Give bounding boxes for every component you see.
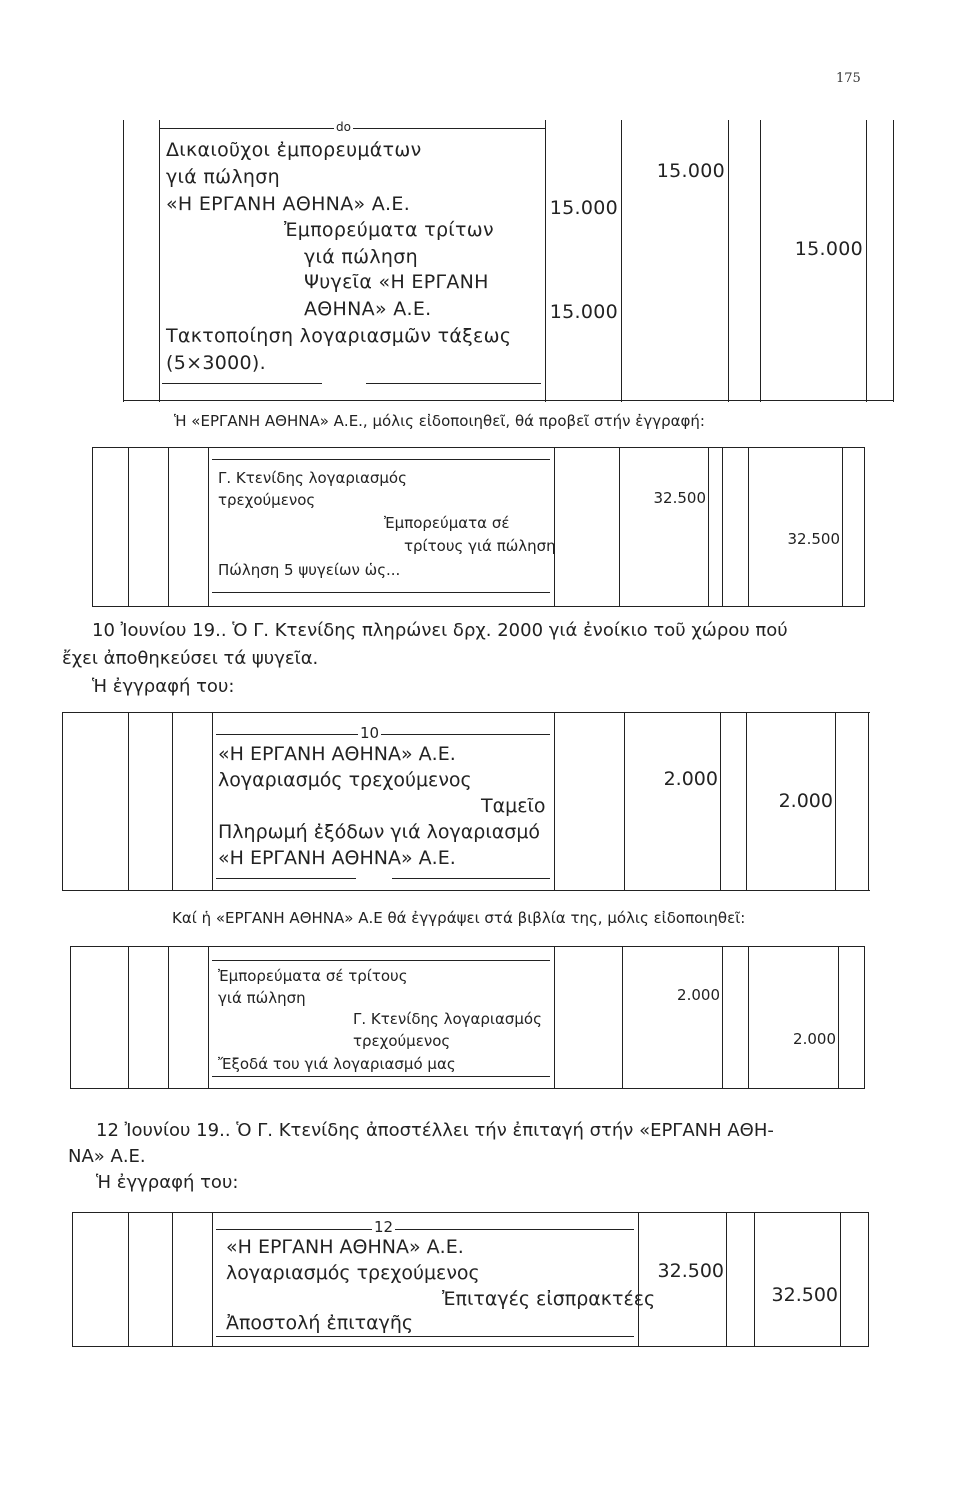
date-rule <box>212 459 550 460</box>
paragraph: Ἡ ἐγγραφή του: <box>92 676 235 697</box>
column-rule <box>624 712 625 891</box>
debit-account-line: γιά πώληση <box>166 166 280 188</box>
column-rule <box>172 1212 173 1347</box>
row-rule <box>62 712 870 713</box>
paragraph: Ἡ ἐγγραφή του: <box>96 1172 239 1193</box>
narration-line: Ἀποστολή ἐπιταγῆς <box>226 1312 414 1334</box>
column-rule <box>720 712 721 891</box>
column-rule <box>838 946 839 1089</box>
column-rule <box>722 946 723 1089</box>
narration-line: Τακτοποίηση λογαριασμῶν τάξεως <box>166 325 512 347</box>
debit-account-line: λογαριασμός τρεχούμενος <box>218 769 472 791</box>
debit-amount: 2.000 <box>677 986 720 1004</box>
column-rule <box>128 712 129 891</box>
closing-rule <box>366 383 541 384</box>
column-rule <box>212 1212 213 1347</box>
column-rule <box>70 946 71 1089</box>
credit-account-line: Ψυγεῖα «Η ΕΡΓΑΝΗ <box>304 271 489 293</box>
debit-account-line: Δικαιοῦχοι ἐμπορευμάτων <box>166 139 422 161</box>
debit-amount: 15.000 <box>656 160 725 182</box>
debit-amount: 2.000 <box>663 768 718 790</box>
column-rule <box>123 120 124 402</box>
credit-account-line: τρεχούμενος <box>353 1032 451 1050</box>
credit-account-line: τρίτους γιά πώληση <box>404 537 556 555</box>
column-rule <box>708 447 709 607</box>
column-rule <box>893 120 894 402</box>
column-rule <box>842 447 843 607</box>
row-rule <box>72 1212 869 1213</box>
column-rule <box>168 447 169 607</box>
column-rule <box>866 120 867 402</box>
column-rule <box>835 712 836 891</box>
column-rule <box>638 1212 639 1347</box>
debit-amount: 32.500 <box>657 1260 724 1282</box>
column-rule <box>172 712 173 891</box>
column-rule <box>92 447 93 607</box>
debit-account-line: τρεχούμενος <box>218 491 316 509</box>
column-rule <box>864 946 865 1089</box>
column-rule <box>726 1212 727 1347</box>
column-rule <box>760 120 761 402</box>
narration-line: Ἔξοδά του γιά λογαριασμό μας <box>218 1055 456 1073</box>
column-rule <box>722 447 723 607</box>
credit-account-line: Γ. Κτενίδης λογαριασμός <box>353 1010 542 1028</box>
column-rule <box>754 1212 755 1347</box>
closing-rule <box>392 878 550 879</box>
narration-line: «Η ΕΡΓΑΝΗ ΑΘΗΝΑ» Α.Ε. <box>218 847 456 869</box>
paragraph: ΝΑ» Α.Ε. <box>68 1146 146 1167</box>
column-rule <box>128 1212 129 1347</box>
column-rule <box>545 120 546 402</box>
row-rule <box>70 1088 865 1089</box>
column-rule <box>840 1212 841 1347</box>
credit-amount: 2.000 <box>778 790 833 812</box>
row-rule <box>123 400 894 401</box>
credit-account-line: ΑΘΗΝΑ» Α.Ε. <box>304 298 432 320</box>
date-rule <box>216 734 550 735</box>
partial-amount: 15.000 <box>549 301 618 323</box>
debit-account-line: «Η ΕΡΓΑΝΗ ΑΘΗΝΑ» Α.Ε. <box>166 193 411 215</box>
column-rule <box>746 712 747 891</box>
column-rule <box>62 712 63 891</box>
column-rule <box>864 447 865 607</box>
debit-account-line: Ἐμπορεύματα σέ τρίτους <box>218 967 408 985</box>
column-rule <box>168 946 169 1089</box>
entry-date-label: 10 <box>360 724 380 742</box>
column-rule <box>748 447 749 607</box>
debit-amount: 32.500 <box>653 489 706 507</box>
closing-rule <box>216 1336 634 1337</box>
date-rule <box>216 1229 634 1230</box>
column-rule <box>619 447 620 607</box>
narration-line: Πληρωμή ἐξόδων γιά λογαριασμό <box>218 821 541 843</box>
closing-rule <box>212 592 550 593</box>
credit-amount: 32.500 <box>771 1284 838 1306</box>
debit-account-line: «Η ΕΡΓΑΝΗ ΑΘΗΝΑ» Α.Ε. <box>226 1236 464 1258</box>
partial-amount: 15.000 <box>549 197 618 219</box>
entry-date-label: 12 <box>374 1218 394 1236</box>
row-rule <box>72 1346 869 1347</box>
column-rule <box>554 946 555 1089</box>
column-rule <box>622 946 623 1089</box>
column-rule <box>159 120 160 402</box>
credit-account-line: γιά πώληση <box>304 246 418 268</box>
paragraph: Ἡ «ΕΡΓΑΝΗ ΑΘΗΝΑ» Α.Ε., μόλις εἰδοποιηθεῖ, θά προβεῖ στήν ἐγγραφή: <box>174 412 705 430</box>
debit-account-line: «Η ΕΡΓΑΝΗ ΑΘΗΝΑ» Α.Ε. <box>218 743 456 765</box>
column-rule <box>128 946 129 1089</box>
column-rule <box>128 447 129 607</box>
credit-amount: 32.500 <box>787 530 840 548</box>
column-rule <box>208 447 209 607</box>
paragraph: Καί ἡ «ΕΡΓΑΝΗ ΑΘΗΝΑ» Α.Ε θά ἐγγράψει στά βιβλία της, μόλις εἰδοποιηθεῖ: <box>172 909 746 927</box>
paragraph: ἔχει ἀποθηκεύσει τά ψυγεῖα. <box>62 648 319 669</box>
column-rule <box>554 447 555 607</box>
closing-rule <box>162 383 322 384</box>
closing-rule <box>216 878 356 879</box>
credit-account-line: Ἐμπορεύματα τρίτων <box>284 219 494 241</box>
row-rule <box>62 890 870 891</box>
debit-account-line: γιά πώληση <box>218 989 306 1007</box>
narration-line: (5×3000). <box>166 352 266 374</box>
column-rule <box>212 712 213 891</box>
page-number: 175 <box>836 71 861 86</box>
column-rule <box>748 946 749 1089</box>
row-rule <box>70 946 865 947</box>
entry-date-label: do <box>336 120 351 134</box>
debit-account-line: λογαριασμός τρεχούμενος <box>226 1262 480 1284</box>
column-rule <box>208 946 209 1089</box>
debit-account-line: Γ. Κτενίδης λογαριασμός <box>218 469 407 487</box>
credit-amount: 15.000 <box>794 238 863 260</box>
credit-account-line: Ἐμπορεύματα σέ <box>384 514 510 532</box>
column-rule <box>728 120 729 402</box>
date-rule <box>212 960 550 961</box>
narration-line: Πώληση 5 ψυγείων ὡς... <box>218 561 401 579</box>
column-rule <box>868 1212 869 1347</box>
column-rule <box>868 712 869 891</box>
paragraph: 10 Ἰουνίου 19.. Ὁ Γ. Κτενίδης πληρώνει δρχ. 2000 γιά ἐνοίκιο τοῦ χώρου πού <box>92 620 788 641</box>
column-rule <box>72 1212 73 1347</box>
credit-account-line: Ταμεῖο <box>481 795 546 817</box>
column-rule <box>554 712 555 891</box>
credit-amount: 2.000 <box>793 1030 836 1048</box>
credit-account-line: Ἐπιταγές εἰσπρακτέες <box>442 1288 656 1310</box>
paragraph: 12 Ἰουνίου 19.. Ὁ Γ. Κτενίδης ἀποστέλλει τήν ἐπιταγή στήν «ΕΡΓΑΝΗ ΑΘΗ- <box>96 1120 774 1141</box>
column-rule <box>621 120 622 402</box>
closing-rule <box>212 1076 550 1077</box>
